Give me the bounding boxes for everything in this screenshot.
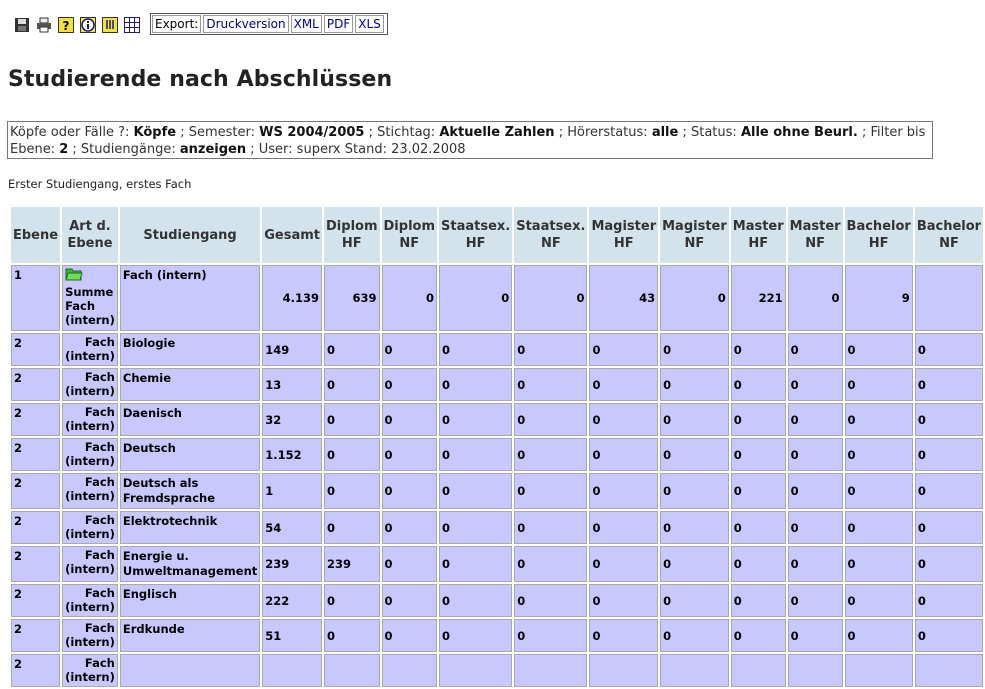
ebene-cell: 2 [11, 584, 60, 617]
value-cell: 0 [845, 546, 913, 582]
studiengang-cell[interactable] [120, 619, 260, 652]
value-cell: 0 [915, 473, 983, 509]
value-cell: 0 [324, 368, 380, 401]
value-cell: 221 [731, 265, 786, 331]
value-cell: 0 [660, 511, 729, 544]
column-header[interactable] [514, 207, 587, 263]
value-cell: 0 [915, 368, 983, 401]
ebene-cell: 1 [11, 265, 60, 331]
value-cell: 0 [439, 438, 512, 471]
value-cell: 0 [660, 368, 729, 401]
value-cell: 0 [845, 333, 913, 366]
value-cell: 0 [514, 265, 587, 331]
value-cell: 0 [845, 438, 913, 471]
value-cell: 0 [514, 333, 587, 366]
column-header[interactable] [845, 207, 913, 263]
value-cell [731, 654, 786, 687]
value-cell: 0 [845, 511, 913, 544]
results-table [9, 205, 985, 689]
column-header[interactable] [731, 207, 786, 263]
ebene-cell: 2 [11, 511, 60, 544]
cell-text: NF [939, 236, 959, 251]
studiengang-cell[interactable] [120, 403, 260, 436]
value-cell: 0 [660, 265, 729, 331]
cell-text: Biologie [122, 336, 176, 350]
cell-text: Bachelor [916, 219, 982, 234]
value-cell: 0 [660, 546, 729, 582]
value-cell: 239 [324, 546, 380, 582]
cell-text: (intern) [65, 384, 115, 398]
cell-text: Fach [84, 335, 115, 349]
value-cell: 0 [788, 473, 843, 509]
value-cell: 0 [788, 511, 843, 544]
table-row [11, 403, 983, 436]
cell-text: HF [613, 236, 634, 251]
cell-text: HF [868, 236, 889, 251]
value-cell: 9 [845, 265, 913, 331]
cell-text: (intern) [65, 454, 115, 468]
value-cell: 0 [324, 438, 380, 471]
value-cell: 0 [382, 403, 438, 436]
cell-text: Deutsch als [122, 476, 199, 490]
table-header-row [11, 207, 983, 263]
export-xls-link[interactable]: XLS [355, 15, 384, 33]
param-value: alle [651, 125, 679, 140]
value-cell: 0 [660, 438, 729, 471]
value-cell [788, 654, 843, 687]
ebene-cell: 2 [11, 333, 60, 366]
ebene-cell: 2 [11, 473, 60, 509]
param-label: ; Filter bis Ebene: [10, 125, 926, 157]
value-cell: 0 [439, 619, 512, 652]
value-cell: 0 [514, 438, 587, 471]
art-cell [62, 546, 118, 582]
table-row [11, 584, 983, 617]
cell-text: Staatsex. [516, 219, 586, 234]
value-cell: 0 [731, 473, 786, 509]
studiengang-cell[interactable] [120, 333, 260, 366]
column-header[interactable] [589, 207, 658, 263]
column-header[interactable] [324, 207, 380, 263]
art-cell [62, 654, 118, 687]
table-row [11, 438, 983, 471]
param-label: ; Stichtag: [368, 125, 436, 140]
export-pdf-link[interactable]: PDF [324, 15, 353, 33]
value-cell: 0 [589, 619, 658, 652]
ebene-cell: 2 [11, 368, 60, 401]
studiengang-cell[interactable] [120, 473, 260, 509]
cell-text: Master [732, 219, 784, 234]
cell-text: HF [748, 236, 769, 251]
cell-text: Fach [84, 405, 115, 419]
value-cell: 0 [324, 619, 380, 652]
table-body [11, 265, 983, 687]
cell-text: NF [684, 236, 705, 251]
cell-text: Art d. [69, 219, 111, 234]
value-cell: 0 [788, 265, 843, 331]
value-cell [324, 654, 380, 687]
cell-text: Fach [65, 299, 96, 313]
value-cell: 149 [262, 333, 322, 366]
cell-text: (intern) [65, 527, 115, 541]
parameter-summary [7, 121, 933, 159]
value-cell [262, 654, 322, 687]
value-cell: 0 [439, 265, 512, 331]
param-label: ; Hörerstatus: [558, 125, 648, 140]
param-value: 2 [59, 142, 69, 157]
value-cell: 0 [382, 265, 438, 331]
value-cell: 0 [589, 368, 658, 401]
value-cell: 0 [514, 473, 587, 509]
cell-text: Magister [591, 219, 657, 234]
cell-text: Fach [84, 440, 115, 454]
value-cell: 0 [514, 619, 587, 652]
cell-text: (intern) [65, 600, 115, 614]
studiengang-cell[interactable] [120, 368, 260, 401]
value-cell: 0 [324, 403, 380, 436]
param-label: ; User: superx Stand: 23.02.2008 [250, 142, 466, 157]
value-cell [589, 654, 658, 687]
cell-text: Daenisch [122, 406, 182, 420]
value-cell [439, 654, 512, 687]
ebene-cell: 2 [11, 438, 60, 471]
value-cell: 0 [845, 473, 913, 509]
value-cell: 0 [660, 619, 729, 652]
cell-text: Erdkunde [122, 622, 185, 636]
cell-text: Chemie [122, 371, 172, 385]
value-cell: 0 [731, 546, 786, 582]
value-cell: 0 [382, 438, 438, 471]
value-cell: 0 [324, 333, 380, 366]
cell-text: Energie u. [122, 549, 189, 563]
cell-text: Englisch [122, 587, 177, 601]
value-cell: 0 [439, 403, 512, 436]
value-cell: 4.139 [262, 265, 322, 331]
column-header[interactable] [120, 207, 260, 263]
value-cell: 0 [788, 438, 843, 471]
value-cell: 0 [439, 511, 512, 544]
value-cell: 0 [382, 511, 438, 544]
cell-text: Ebene [67, 236, 113, 251]
value-cell: 0 [915, 546, 983, 582]
value-cell: 0 [382, 584, 438, 617]
cell-text: Fach [84, 621, 115, 635]
studiengang-cell[interactable] [120, 584, 260, 617]
column-header[interactable] [788, 207, 843, 263]
save-icon[interactable] [14, 17, 30, 33]
value-cell: 0 [915, 584, 983, 617]
bookmark-icon[interactable] [102, 17, 118, 33]
studiengang-cell[interactable] [120, 511, 260, 544]
value-cell: 0 [915, 333, 983, 366]
value-cell: 32 [262, 403, 322, 436]
cell-text: (intern) [65, 313, 115, 327]
export-xml-link[interactable]: XML [291, 15, 322, 33]
value-cell: 0 [589, 546, 658, 582]
folder-open-icon[interactable] [65, 267, 83, 282]
param-label: ; Semester: [180, 125, 255, 140]
cell-text: HF [465, 236, 486, 251]
value-cell: 51 [262, 619, 322, 652]
cell-text: Fach [84, 475, 115, 489]
param-label: Köpfe oder Fälle ?: [10, 125, 130, 140]
cell-text: (intern) [65, 635, 115, 649]
value-cell: 0 [324, 473, 380, 509]
value-cell: 0 [514, 584, 587, 617]
cell-text: (intern) [65, 562, 115, 576]
value-cell: 0 [324, 584, 380, 617]
param-label: ; Status: [682, 125, 737, 140]
value-cell: 1 [262, 473, 322, 509]
value-cell [382, 654, 438, 687]
param-value: Köpfe [133, 125, 177, 140]
value-cell: 0 [731, 438, 786, 471]
table-icon[interactable] [124, 17, 140, 33]
value-cell: 0 [731, 511, 786, 544]
value-cell: 0 [382, 546, 438, 582]
cell-text: Diplom [326, 219, 378, 234]
cell-text: (intern) [65, 349, 115, 363]
art-cell [62, 403, 118, 436]
value-cell: 0 [324, 511, 380, 544]
ebene-cell: 2 [11, 403, 60, 436]
value-cell: 0 [788, 546, 843, 582]
value-cell: 0 [439, 333, 512, 366]
value-cell: 0 [589, 584, 658, 617]
column-header[interactable] [382, 207, 438, 263]
value-cell: 0 [788, 584, 843, 617]
cell-text: Studiengang [143, 227, 237, 243]
column-header[interactable] [62, 207, 118, 263]
value-cell [660, 654, 729, 687]
art-cell [62, 265, 118, 331]
value-cell [514, 654, 587, 687]
cell-text: Diplom [383, 219, 436, 234]
value-cell [845, 654, 913, 687]
art-cell [62, 584, 118, 617]
export-label: Export: [152, 15, 201, 33]
print-icon[interactable] [36, 17, 52, 33]
table-row [11, 546, 983, 582]
value-cell: 54 [262, 511, 322, 544]
value-cell [915, 265, 983, 331]
value-cell: 0 [589, 333, 658, 366]
cell-text: Gesamt [264, 227, 321, 243]
value-cell: 0 [382, 619, 438, 652]
summary-row [11, 265, 983, 331]
table-note: Erster Studiengang, erstes Fach [8, 177, 192, 191]
value-cell: 0 [788, 368, 843, 401]
value-cell: 0 [439, 546, 512, 582]
ebene-cell: 2 [11, 546, 60, 582]
table-row [11, 511, 983, 544]
cell-text: Umweltmanagement [122, 564, 258, 578]
value-cell: 0 [845, 368, 913, 401]
value-cell: 0 [660, 473, 729, 509]
page-title: Studierende nach Abschlüssen [8, 67, 393, 92]
ebene-cell: 2 [11, 654, 60, 687]
param-value: WS 2004/2005 [259, 125, 365, 140]
art-cell [62, 511, 118, 544]
ebene-cell: 2 [11, 619, 60, 652]
cell-text: NF [399, 236, 420, 251]
value-cell: 0 [915, 619, 983, 652]
param-value: anzeigen [179, 142, 247, 157]
cell-text: Staatsex. [441, 219, 511, 234]
value-cell: 0 [514, 546, 587, 582]
value-cell: 0 [382, 473, 438, 509]
cell-text: Ebene [13, 227, 59, 243]
cell-text: Elektrotechnik [122, 514, 218, 528]
results-table-container[interactable] [9, 205, 982, 684]
value-cell: 0 [382, 333, 438, 366]
column-header[interactable] [11, 207, 60, 263]
value-cell: 0 [589, 511, 658, 544]
cell-text: Fach [84, 656, 115, 670]
cell-text: NF [805, 236, 825, 251]
column-header[interactable] [915, 207, 983, 263]
value-cell: 1.152 [262, 438, 322, 471]
value-cell: 0 [514, 368, 587, 401]
studiengang-cell[interactable]: Fach (intern) [120, 265, 260, 331]
value-cell [915, 654, 983, 687]
value-cell: 0 [915, 438, 983, 471]
value-cell: 0 [731, 403, 786, 436]
column-header[interactable] [262, 207, 322, 263]
studiengang-cell[interactable] [120, 438, 260, 471]
value-cell: 0 [845, 619, 913, 652]
param-value: Aktuelle Zahlen [439, 125, 555, 140]
cell-text: Fach [84, 548, 115, 562]
value-cell: 0 [660, 333, 729, 366]
value-cell: 0 [731, 619, 786, 652]
table-row [11, 368, 983, 401]
cell-text: (intern) [65, 419, 115, 433]
value-cell: 0 [439, 473, 512, 509]
value-cell: 0 [439, 584, 512, 617]
cell-text: Bachelor [846, 219, 911, 234]
cell-text: Fremdsprache [122, 491, 215, 505]
art-cell [62, 619, 118, 652]
value-cell: 0 [731, 333, 786, 366]
value-cell: 639 [324, 265, 380, 331]
value-cell: 239 [262, 546, 322, 582]
value-cell: 0 [589, 473, 658, 509]
param-value: Alle ohne Beurl. [740, 125, 858, 140]
cell-text: Summe [65, 285, 114, 299]
value-cell: 222 [262, 584, 322, 617]
value-cell: 0 [514, 403, 587, 436]
table-row [11, 473, 983, 509]
cell-text: (intern) [65, 670, 115, 684]
value-cell: 0 [382, 368, 438, 401]
value-cell: 0 [514, 511, 587, 544]
cell-text: HF [341, 236, 362, 251]
value-cell: 0 [660, 403, 729, 436]
art-cell [62, 333, 118, 366]
table-row [11, 654, 983, 687]
param-label: ; Studiengänge: [72, 142, 176, 157]
cell-text: Fach [84, 513, 115, 527]
table-row [11, 333, 983, 366]
cell-text: Master [789, 219, 841, 234]
info-icon[interactable] [80, 17, 96, 33]
cell-text: Magister [662, 219, 727, 234]
export-druckversion-link[interactable]: Druckversion [203, 15, 288, 33]
cell-text: Fach [84, 586, 115, 600]
value-cell: 0 [788, 403, 843, 436]
value-cell: 0 [845, 584, 913, 617]
cell-text: Fach [84, 370, 115, 384]
column-header[interactable] [439, 207, 512, 263]
svg-text:?: ? [62, 19, 70, 33]
studiengang-cell[interactable] [120, 546, 260, 582]
value-cell: 0 [439, 368, 512, 401]
column-header[interactable] [660, 207, 729, 263]
art-cell [62, 473, 118, 509]
value-cell: 0 [589, 438, 658, 471]
art-cell [62, 438, 118, 471]
export-bar [150, 13, 388, 35]
value-cell: 0 [788, 333, 843, 366]
help-icon[interactable] [58, 17, 74, 33]
value-cell: 43 [589, 265, 658, 331]
value-cell: 0 [589, 403, 658, 436]
value-cell: 0 [915, 511, 983, 544]
studiengang-cell[interactable] [120, 654, 260, 687]
cell-text: (intern) [65, 489, 115, 503]
value-cell: 0 [660, 584, 729, 617]
value-cell: 13 [262, 368, 322, 401]
table-row [11, 619, 983, 652]
value-cell: 0 [845, 403, 913, 436]
value-cell: 0 [788, 619, 843, 652]
value-cell: 0 [915, 403, 983, 436]
value-cell: 0 [731, 584, 786, 617]
cell-text: Deutsch [122, 441, 176, 455]
cell-text: NF [540, 236, 561, 251]
value-cell: 0 [731, 368, 786, 401]
art-cell [62, 368, 118, 401]
toolbar [14, 13, 146, 37]
